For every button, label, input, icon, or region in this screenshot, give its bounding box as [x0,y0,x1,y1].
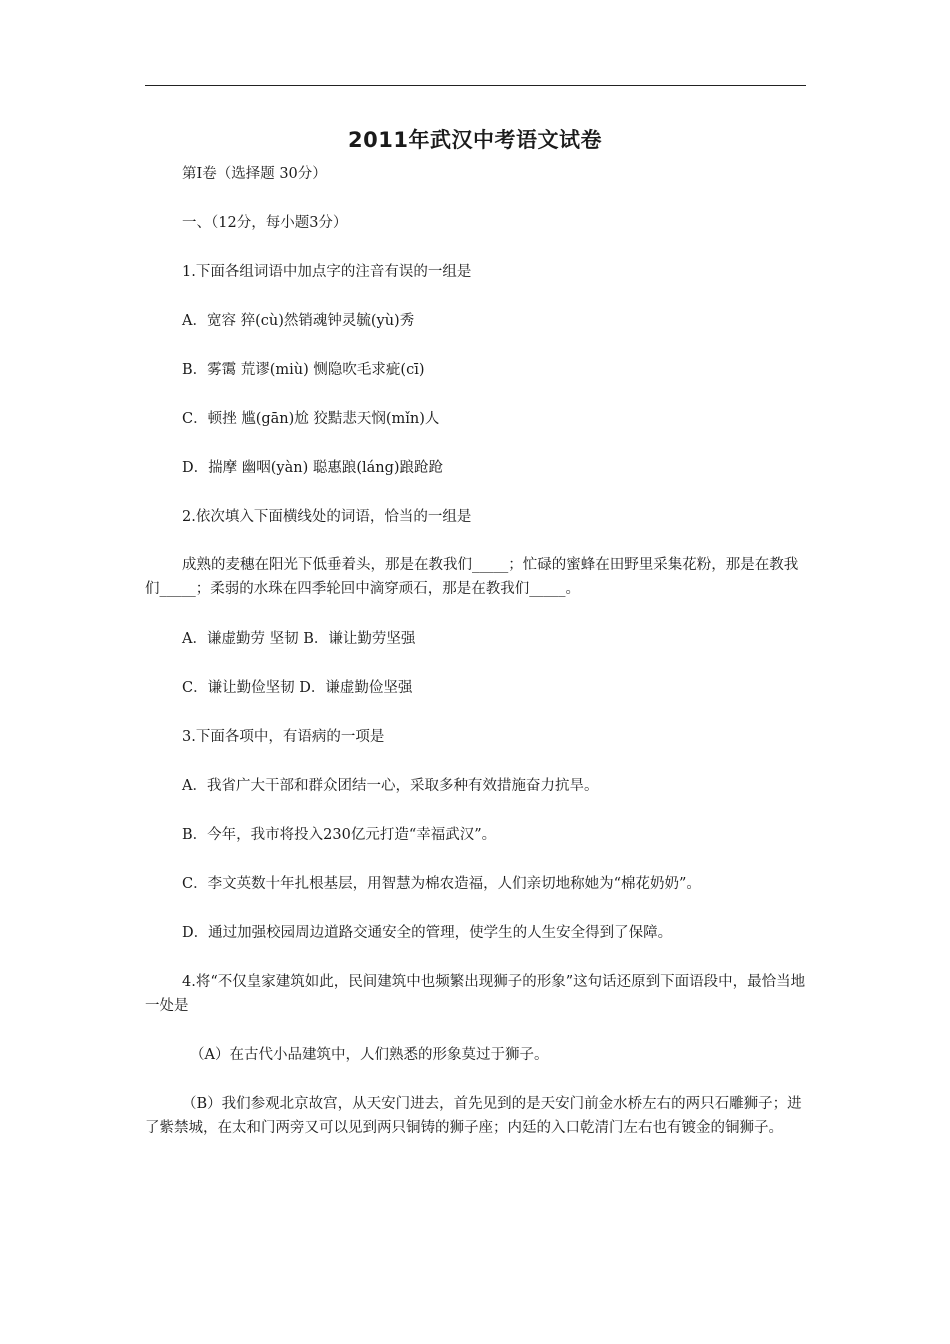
question-3-option-c: C．李文英数十年扎根基层，用智慧为棉农造福，人们亲切地称她为“棉花奶奶”。 [182,876,701,892]
question-1-option-d: D．揣摩 幽咽(yàn) 聪惠踉(láng)踉跄跄 [182,460,444,476]
question-3-option-d: D．通过加强校园周边道路交通安全的管理，使学生的人生安全得到了保障。 [182,925,673,941]
question-1-stem: 1.下面各组词语中加点字的注音有误的一组是 [182,264,472,280]
question-4-paragraph-b: （B）我们参观北京故宫，从天安门进去，首先见到的是天安门前金水桥左右的两只石雕狮子；进了紫禁城，在太和门两旁又可以见到两只铜铸的狮子座；内廷的入口乾清门左右也有镀金的铜狮子。 [145,1096,802,1136]
section-heading: 一、（12分，每小题3分） [182,215,348,231]
header-rule [145,85,806,86]
question-3-option-a: A．我省广大干部和群众团结一心，采取多种有效措施奋力抗旱。 [182,778,599,794]
question-2-options-ab: A．谦虚勤劳 坚韧 B．谦让勤劳坚强 [182,631,416,647]
question-4-paragraph-a: （A）在古代小品建筑中，人们熟悉的形象莫过于狮子。 [190,1047,549,1063]
question-4-stem: 4.将“不仅皇家建筑如此，民间建筑中也频繁出现狮子的形象”这句话还原到下面语段中，最恰当地一处是 [145,974,806,1014]
question-1-option-a: A．宽容 猝(cù)然销魂钟灵毓(yù)秀 [182,313,415,329]
question-1-option-c: C．顿挫 尴(gān)尬 狡黠悲天悯(mǐn)人 [182,411,440,427]
question-3-option-b: B．今年，我市将投入230亿元打造“幸福武汉”。 [182,827,497,843]
question-2-stem: 2.依次填入下面横线处的词语，恰当的一组是 [182,509,472,525]
question-2-options-cd: C．谦让勤俭坚韧 D．谦虚勤俭坚强 [182,680,413,696]
question-2-passage: 成熟的麦穗在阳光下低垂着头，那是在教我们_____；忙碌的蜜蜂在田野里采集花粉，那是在教我们_____；柔弱的水珠在四季轮回中滴穿顽石，那是在教我们_____。 [145,557,799,597]
page-title: 2011年武汉中考语文试卷 [348,128,602,152]
question-1-option-b: B．雾霭 荒谬(miù) 恻隐吹毛求疵(cī) [182,362,425,378]
question-3-stem: 3.下面各项中，有语病的一项是 [182,729,385,745]
part-heading: 第Ⅰ卷（选择题 30分） [182,166,327,182]
